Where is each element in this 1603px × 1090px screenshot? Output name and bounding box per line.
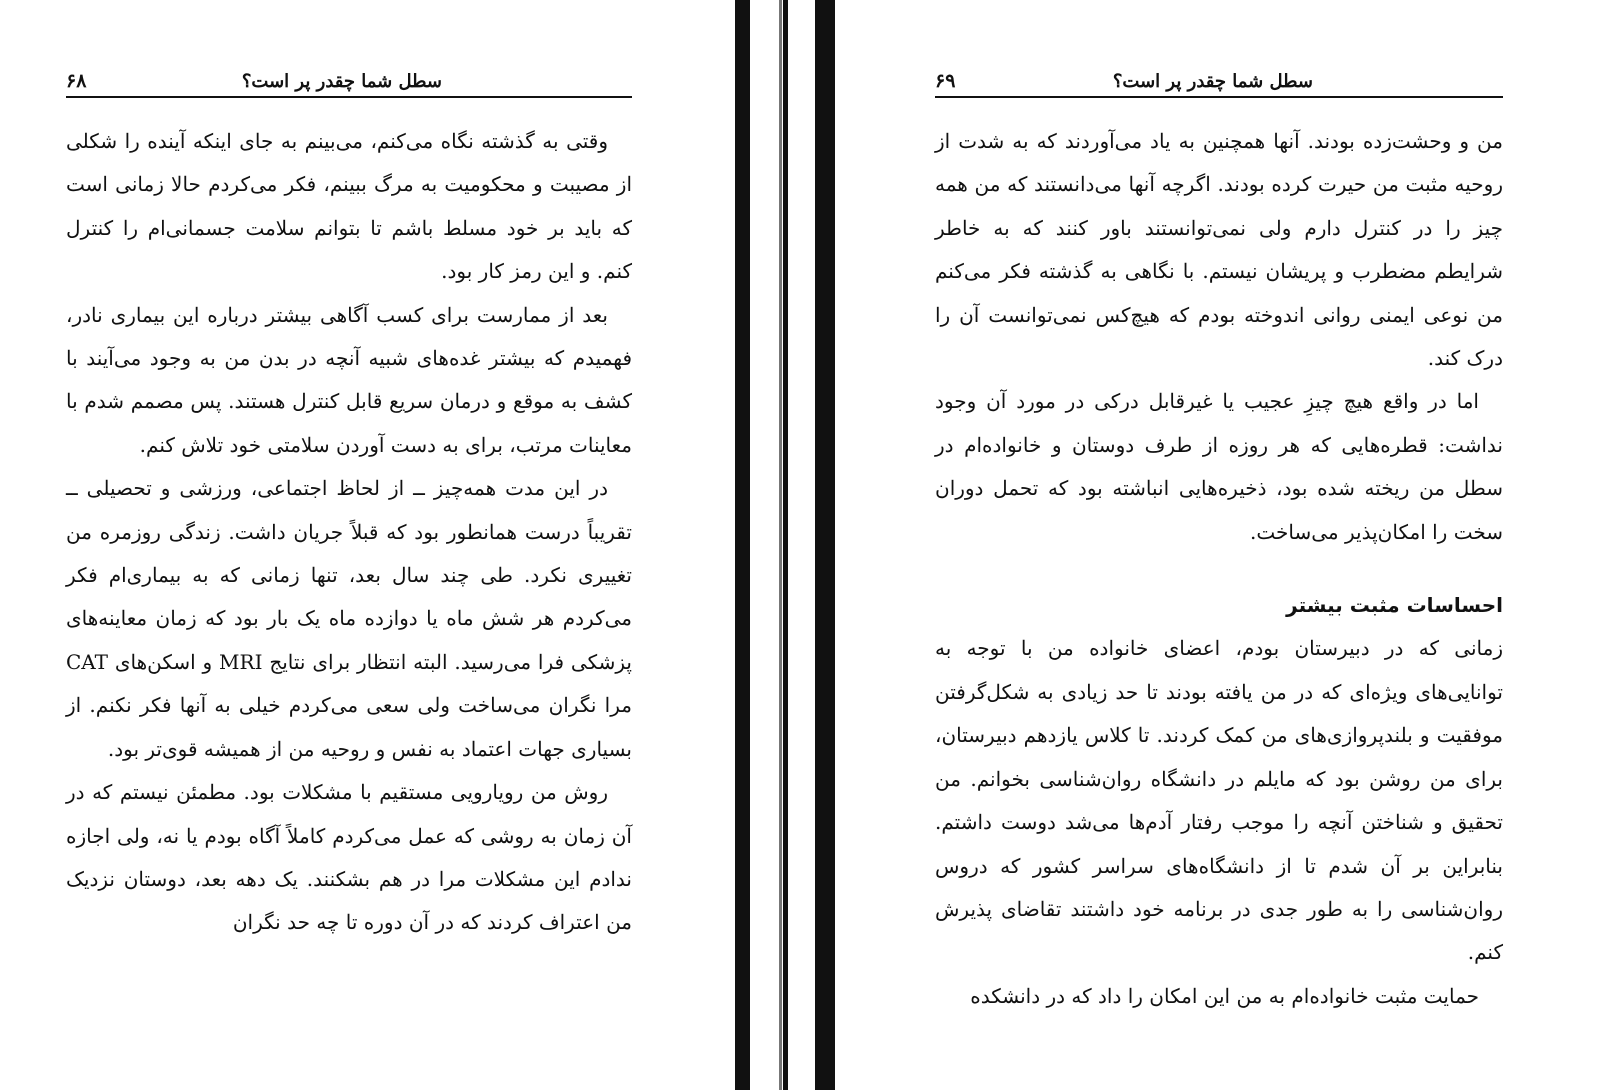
paragraph: در این مدت همه‌چیز ــ از لحاظ اجتماعی، ورزشی و تحصیلی ــ تقریباً درست همانطور بود که قبلاً جریان داشت. زندگی روزمره من تغییری نکرد. طی چند سال بعد، تنها زمانی که به بیماری‌ام فکر می‌کردم هر شش ماه یا دوازده ماه یک بار بود که زمان معاینه‌های پزشکی فرا می‌رسید. البته انتظار برای نتایج MRI و اسکن‌های CAT مرا نگران می‌ساخت ولی سعی می‌کردم خیلی به آنها فکر نکنم. از بسیاری جهات اعتماد به نفس و روحیه من از همیشه قوی‌تر بود. (66, 476, 632, 761)
page-number: ۶۹ (935, 70, 956, 92)
paragraph: وقتی به گذشته نگاه می‌کنم، می‌بینم به جای اینکه آینده را شکلی از مصیبت و محکومیت به مرگ ببینم، فکر می‌کردم حالا زمانی است که باید بر خود مسلط باشم تا بتوانم سلامت جسمانی‌ام را کنترل کنم. و این رمز کار بود. (66, 129, 632, 284)
spine-bar (815, 0, 835, 1090)
paragraph: بعد از ممارست برای کسب آگاهی بیشتر درباره این بیماری نادر، فهمیدم که بیشتر غده‌های شبیه آنچه در بدن من به وجود می‌آیند با کشف به موقع و درمان سریع قابل کنترل هستند. پس مصمم شدم با معاینات مرتب، برای به دست آوردن سلامتی خود تلاش کنم. (66, 302, 632, 457)
paragraph: اما در واقع هیچ چیزِ عجیب یا غیرقابل درکی در مورد آن وجود نداشت: قطره‌هایی که هر روزه از طرف دوستان و خانواده‌ام در سطل من ریخته شده بود، ذخیره‌هایی انباشته بود که تحمل دوران سخت را امکان‌پذیر می‌ساخت. (935, 389, 1503, 544)
right-page (835, 0, 1603, 1090)
spine-bar (742, 0, 750, 1090)
paragraph: من و وحشت‌زده بودند. آنها همچنین به یاد می‌آوردند که به شدت از روحیه مثبت من حیرت کرده بودند. اگرچه آنها می‌دانستند که من همه چیز را در کنترل دارم ولی نمی‌توانستند باور کنند که به خاطر شرایطم مضطرب و پریشان نیستم. با نگاهی به گذشته فکر می‌کنم من نوعی ایمنی روانی اندوخته بودم که هیچ‌کس نمی‌توانست آن را درک کند. (935, 129, 1503, 371)
page-number: ۶۸ (66, 70, 87, 92)
running-title: سطل شما چقدر پر است؟ (241, 71, 442, 92)
spine-bar (783, 0, 788, 1090)
section-heading: احساسات مثبت بیشتر (1286, 593, 1503, 618)
running-title: سطل شما چقدر پر است؟ (1112, 71, 1313, 92)
left-page-body (66, 120, 632, 945)
paragraph: زمانی که در دبیرستان بودم، اعضای خانواده من با توجه به توانایی‌های ویژه‌ای که در من یافته بودند تا حد زیادی به شکل‌گرفتن موفقیت و بلندپروازی‌های من کمک کردند. تا کلاس یازدهم دبیرستان، برای من روشن بود که مایلم در دانشگاه روان‌شناسی بخوانم. من تحقیق و شناختن آنچه را موجب رفتار آدم‌ها می‌شد دوست داشتم. بنابراین بر آن شدم تا از دانشگاه‌های سراسر کشور که دروس روان‌شناسی را به طور جدی در برنامه خود داشتند تقاضای پذیرش کنم. (935, 636, 1503, 965)
paragraph: حمایت مثبت خانواده‌ام به من این امکان را داد که در دانشکده (970, 983, 1479, 1008)
right-page-header (935, 62, 1503, 98)
left-page (0, 0, 735, 1090)
left-page-header (66, 62, 632, 98)
spine-line (779, 0, 782, 1090)
paragraph: روش من رویارویی مستقیم با مشکلات بود. مطمئن نیستم که در آن زمان به روشی که عمل می‌کردم کاملاً آگاه بودم یا نه، ولی اجازه ندادم این مشکلات مرا در هم بشکنند. یک دهه بعد، دوستان نزدیک من اعتراف کردند که در آن دوره تا چه حد نگران (66, 780, 632, 935)
right-page-body (935, 120, 1503, 1018)
book-spine-gutter (735, 0, 835, 1090)
